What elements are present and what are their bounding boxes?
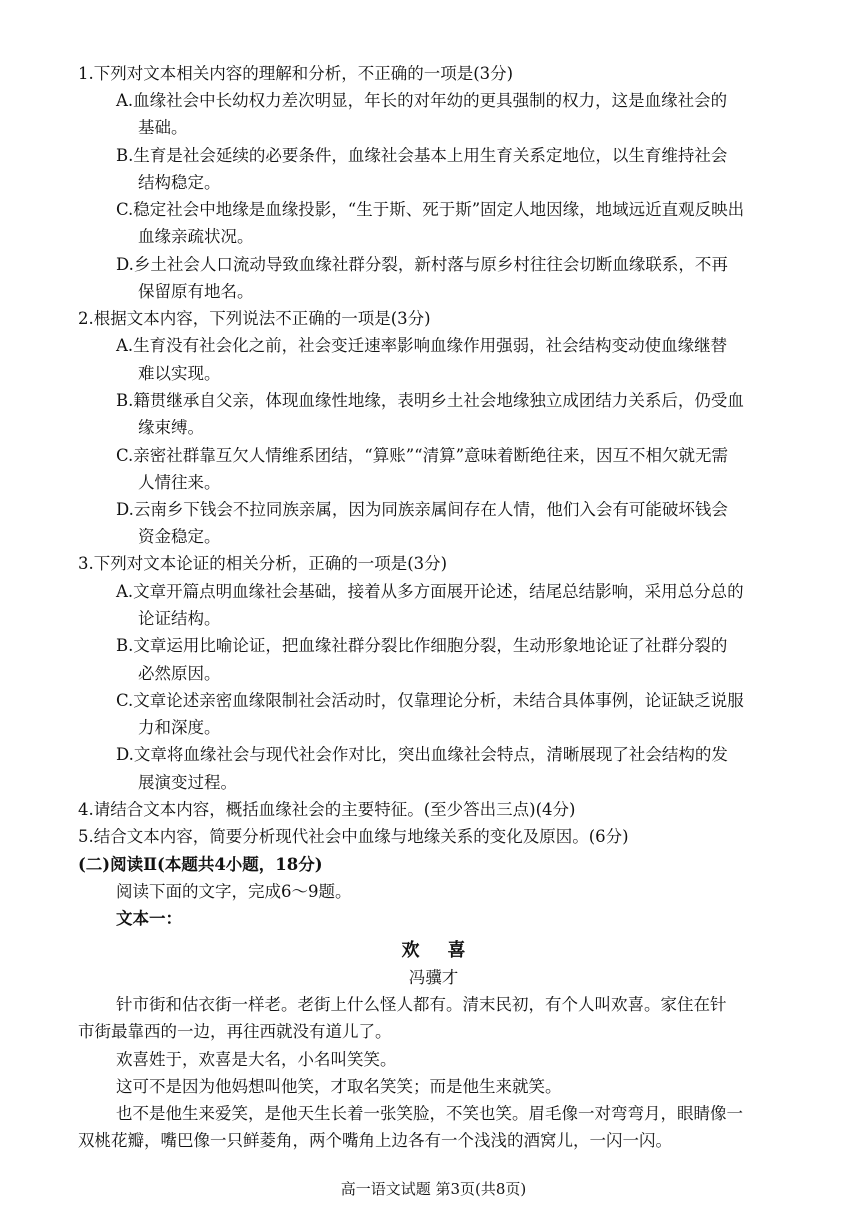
q3-option-b-line1: B.文章运用比喻论证，把血缘社群分裂比作细胞分裂，生动形象地论证了社群分裂的 bbox=[116, 636, 728, 655]
q2-option-d-line1: D.云南乡下钱会不拉同族亲属，因为同族亲属间存在人情，他们入会有可能破坏钱会 bbox=[116, 500, 728, 519]
story-paragraph-2: 欢喜姓于，欢喜是大名，小名叫笑笑。 bbox=[116, 1050, 397, 1069]
q1-option-b-line2: 结构稳定。 bbox=[138, 173, 221, 192]
section-heading: (二)阅读Ⅱ(本题共4小题，18分) bbox=[78, 855, 323, 874]
q2-option-d-line2: 资金稳定。 bbox=[138, 527, 221, 546]
q1-option-c-line1: C.稳定社会中地缘是血缘投影，“生于斯、死于斯”固定人地因缘，地域远近直观反映出 bbox=[116, 200, 745, 219]
text-one-label: 文本一： bbox=[116, 909, 182, 928]
q3-option-c-line2: 力和深度。 bbox=[138, 718, 221, 737]
q2-option-b-line1: B.籍贯继承自父亲，体现血缘性地缘，表明乡土社会地缘独立成团结力关系后，仍受血 bbox=[116, 391, 744, 410]
q1-option-d-line1: D.乡土社会人口流动导致血缘社群分裂，新村落与原乡村往往会切断血缘联系，不再 bbox=[116, 255, 728, 274]
story-paragraph-1-line1: 针市街和估衣街一样老。老街上什么怪人都有。清末民初，有个人叫欢喜。家住在针 bbox=[116, 995, 727, 1014]
page-footer: 高一语文试题 第3页(共8页) bbox=[340, 1180, 527, 1198]
q3-option-d-line2: 展演变过程。 bbox=[138, 773, 237, 792]
question-5: 5.结合文本内容，简要分析现代社会中血缘与地缘关系的变化及原因。(6分) bbox=[78, 827, 629, 846]
q2-option-a-line2: 难以实现。 bbox=[138, 364, 221, 383]
q3-option-b-line2: 必然原因。 bbox=[138, 664, 221, 683]
story-title: 欢喜 bbox=[401, 940, 494, 961]
q1-option-a-line2: 基础。 bbox=[138, 118, 188, 137]
q3-option-c-line1: C.文章论述亲密血缘限制社会活动时，仅靠理论分析，未结合具体事例，论证缺乏说服 bbox=[116, 691, 744, 710]
q1-option-d-line2: 保留原有地名。 bbox=[138, 282, 254, 301]
q1-option-b-line1: B.生育是社会延续的必要条件，血缘社会基本上用生育关系定地位，以生育维持社会 bbox=[116, 146, 728, 165]
question-3-stem: 3.下列对文本论证的相关分析，正确的一项是(3分) bbox=[78, 554, 448, 573]
q3-option-d-line1: D.文章将血缘社会与现代社会作对比，突出血缘社会特点，清晰展现了社会结构的发 bbox=[116, 745, 728, 764]
q2-option-a-line1: A.生育没有社会化之前，社会变迁速率影响血缘作用强弱，社会结构变动使血缘继替 bbox=[116, 336, 728, 355]
q2-option-c-line1: C.亲密社群靠互欠人情维系团结，“算账”“清算”意味着断绝往来，因互不相欠就无需 bbox=[116, 446, 729, 465]
story-author: 冯骥才 bbox=[408, 968, 459, 987]
story-paragraph-1-line2: 市街最靠西的一边，再往西就没有道儿了。 bbox=[78, 1022, 392, 1041]
q2-option-c-line2: 人情往来。 bbox=[138, 473, 221, 492]
q1-option-c-line2: 血缘亲疏状况。 bbox=[138, 227, 254, 246]
q3-option-a-line2: 论证结构。 bbox=[138, 609, 221, 628]
q2-option-b-line2: 缘束缚。 bbox=[138, 418, 204, 437]
section-instruction: 阅读下面的文字，完成6～9题。 bbox=[116, 882, 352, 901]
story-paragraph-4-line1: 也不是他生来爱笑，是他天生长着一张笑脸，不笑也笑。眉毛像一对弯弯月，眼睛像一 bbox=[116, 1104, 743, 1123]
question-4: 4.请结合文本内容，概括血缘社会的主要特征。(至少答出三点)(4分) bbox=[78, 800, 576, 819]
q3-option-a-line1: A.文章开篇点明血缘社会基础，接着从多方面展开论述，结尾总结影响，采用总分总的 bbox=[116, 582, 744, 601]
question-1-stem: 1.下列对文本相关内容的理解和分析，不正确的一项是(3分) bbox=[78, 64, 514, 83]
story-paragraph-4-line2: 双桃花瓣，嘴巴像一只鲜菱角，两个嘴角上边各有一个浅浅的酒窝儿，一闪一闪。 bbox=[78, 1131, 672, 1150]
story-paragraph-3: 这可不是因为他妈想叫他笑，才取名笑笑；而是他生来就笑。 bbox=[116, 1077, 562, 1096]
question-2-stem: 2.根据文本内容，下列说法不正确的一项是(3分) bbox=[78, 309, 431, 328]
q1-option-a-line1: A.血缘社会中长幼权力差次明显，年长的对年幼的更具强制的权力，这是血缘社会的 bbox=[116, 91, 728, 110]
